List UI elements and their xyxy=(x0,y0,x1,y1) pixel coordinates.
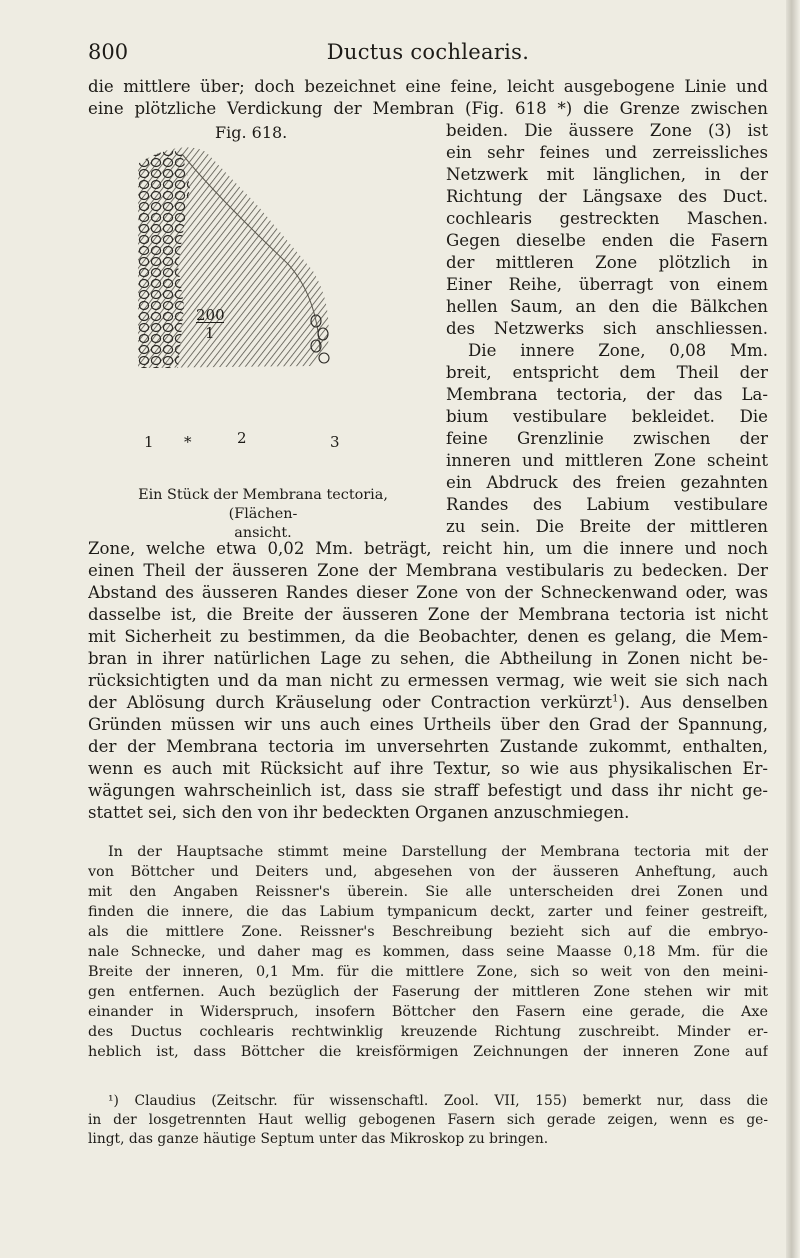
text-line: die mittlere über; doch bezeichnet eine feine, leicht ausgebogene Linie und xyxy=(88,77,768,96)
text-line: Die innere Zone, 0,08 Mm. xyxy=(468,341,768,360)
footnote-reference: 1 xyxy=(612,693,619,705)
text-line: ein Abdruck des freien gezahnten xyxy=(446,473,768,492)
text-line: inneren und mittleren Zone scheint xyxy=(446,451,768,470)
text-line: stattet sei, sich den von ihr bedeckten Organen anzuschmiegen. xyxy=(88,803,630,822)
text-line: der mittleren Zone plötzlich in xyxy=(446,253,768,272)
text-line: Breite der inneren, 0,1 Mm. für die mittlere Zone, sich so weit von den meini- xyxy=(88,964,768,980)
text-line: in der losgetrennten Haut wellig gebogenen Fasern sich gerade zeigen, wenn es ge- xyxy=(88,1112,768,1128)
text-line: heblich ist, dass Böttcher die kreisförmigen Zeichnungen der inneren Zone auf xyxy=(88,1044,768,1060)
text-line: als die mittlere Zone. Reissner's Beschreibung bezieht sich auf die embryo- xyxy=(88,924,768,940)
text-line: Richtung der Längsaxe des Duct. xyxy=(446,187,768,206)
text-line: Einer Reihe, überragt von einem xyxy=(446,275,768,294)
text-line: feine Grenzlinie zwischen der xyxy=(446,429,768,448)
text-line: einen Theil der äusseren Zone der Membrana vestibularis zu bedecken. Der xyxy=(88,561,768,580)
text-line: nale Schnecke, und daher mag es kommen, dass seine Maasse 0,18 Mm. für die xyxy=(88,944,768,960)
text-line: bran in ihrer natürlichen Lage zu sehen, die Abtheilung in Zonen nicht be- xyxy=(88,649,768,668)
text-line: der der Membrana tectoria im unversehrten Zustande zukommt, enthalten, xyxy=(88,737,768,756)
text-line: Gegen dieselbe enden die Fasern xyxy=(446,231,768,250)
page-edge-shadow xyxy=(786,0,800,1258)
text-line: zu sein. Die Breite der mittleren xyxy=(446,517,768,536)
text-line: beiden. Die äussere Zone (3) ist xyxy=(446,121,768,140)
text-line: einander in Widerspruch, insofern Böttcher den Fasern eine gerade, die Axe xyxy=(88,1004,768,1020)
text-line: finden die innere, die das Labium tympanicum deckt, zarter und feiner gestreift, xyxy=(88,904,768,920)
caption-line: Ein Stück der Membrana tectoria, (Flächen- xyxy=(138,487,388,522)
running-title: Ductus cochlearis. xyxy=(326,40,530,64)
text-line: Gründen müssen wir uns auch eines Urtheils über den Grad der Spannung, xyxy=(88,715,768,734)
figure-illustration xyxy=(138,146,338,376)
membrana-tectoria-drawing xyxy=(138,146,338,376)
text-line: dasselbe ist, die Breite der äusseren Zone der Membrana tectoria ist nicht xyxy=(88,605,768,624)
figure-marker: 2 xyxy=(237,429,247,447)
text-line: Netzwerk mit länglichen, in der xyxy=(446,165,768,184)
text-line: bium vestibulare bekleidet. Die xyxy=(446,407,768,426)
text-line: eine plötzliche Verdickung der Membran (Fig. 618 *) die Grenze zwischen xyxy=(88,99,768,118)
text-line: rücksichtigten und da man nicht zu ermessen vermag, wie weit sie sich nach xyxy=(88,671,768,690)
text-line: von Böttcher und Deiters und, abgesehen von der äusseren Anheftung, auch xyxy=(88,864,768,880)
page-number: 800 xyxy=(88,40,129,64)
scale-denominator: 1 xyxy=(205,324,215,342)
scale-numerator: 200 xyxy=(196,306,225,324)
text-line: wägungen wahrscheinlich ist, dass sie straff befestigt und dass ihr nicht ge- xyxy=(88,781,768,800)
text-line: lingt, das ganze häutige Septum unter das Mikroskop zu bringen. xyxy=(88,1131,549,1147)
figure-label: Fig. 618. xyxy=(215,123,288,142)
text-line: mit den Angaben Reissner's überein. Sie alle unterscheiden drei Zonen und xyxy=(88,884,768,900)
text-line: In der Hauptsache stimmt meine Darstellung der Membrana tectoria mit der xyxy=(108,844,768,860)
text-line: cochlearis gestreckten Maschen. xyxy=(446,209,768,228)
text-line-with-footnote xyxy=(88,692,768,714)
text-line: Zone, welche etwa 0,02 Mm. beträgt, reicht hin, um die innere und noch xyxy=(88,539,768,558)
text-line: ¹) Claudius (Zeitschr. für wissenschaftl. Zool. VII, 155) bemerkt nur, dass die xyxy=(108,1093,768,1109)
text-line: des Netzwerks sich anschliessen. xyxy=(446,319,768,338)
figure-marker: 1 xyxy=(144,433,154,451)
figure-caption xyxy=(108,486,418,543)
figure-marker: 3 xyxy=(330,433,340,451)
text-line: hellen Saum, an den die Bälkchen xyxy=(446,297,768,316)
text-line: Membrana tectoria, der das La- xyxy=(446,385,768,404)
text-line: wenn es auch mit Rücksicht auf ihre Textur, so wie aus physikalischen Er- xyxy=(88,759,768,778)
text-line: gen entfernen. Auch bezüglich der Faserung der mittleren Zone stehen wir mit xyxy=(88,984,768,1000)
text-line: mit Sicherheit zu bestimmen, da die Beobachter, denen es gelang, die Mem- xyxy=(88,627,768,646)
caption-line: ansicht. xyxy=(234,525,292,541)
text-line: Abstand des äusseren Randes dieser Zone von der Schneckenwand oder, was xyxy=(88,583,768,602)
text-line: des Ductus cochlearis rechtwinklig kreuzende Richtung zuschreibt. Minder er- xyxy=(88,1024,768,1040)
text-line: ein sehr feines und zerreissliches xyxy=(446,143,768,162)
text-line: breit, entspricht dem Theil der xyxy=(446,363,768,382)
figure-marker: * xyxy=(184,433,192,451)
text-segment: ). Aus denselben xyxy=(618,693,768,712)
text-segment: der Ablösung durch Kräuselung oder Contraction verkürzt xyxy=(88,693,613,712)
text-line: Randes des Labium vestibulare xyxy=(446,495,768,514)
page-header xyxy=(88,40,768,70)
scale-fraction-bar xyxy=(196,322,224,323)
